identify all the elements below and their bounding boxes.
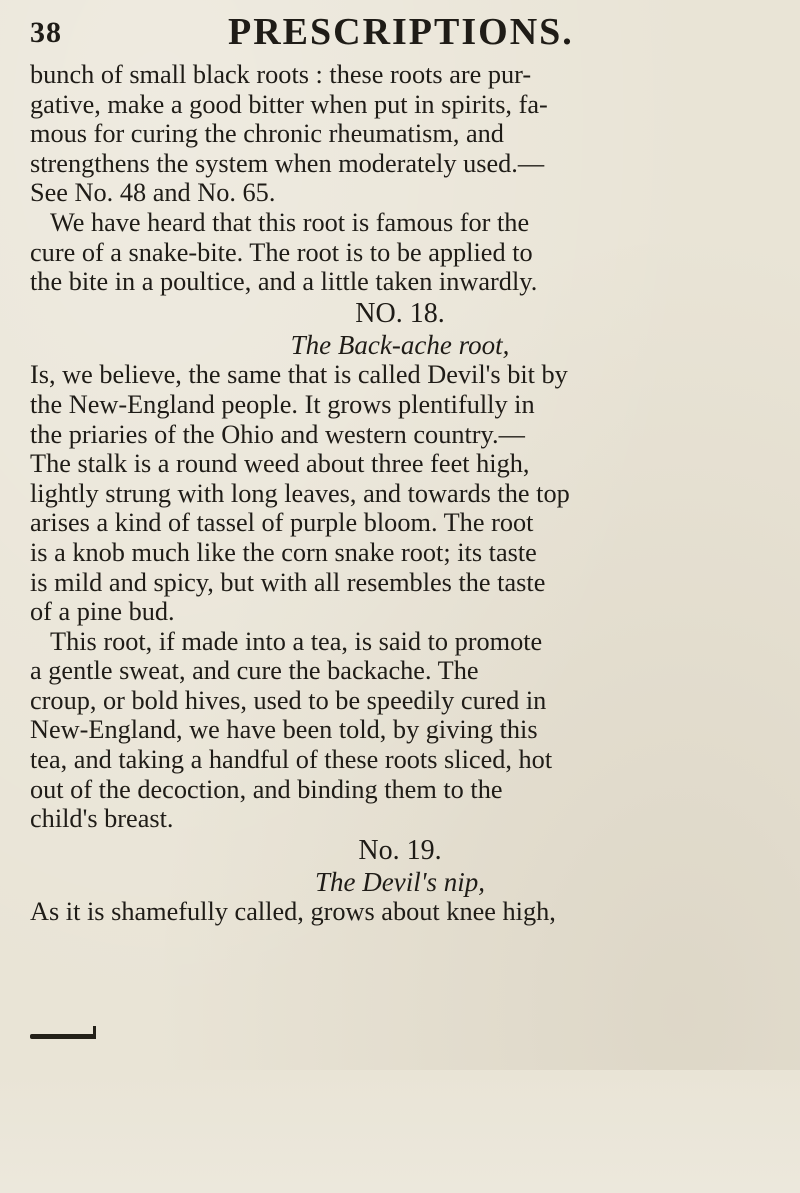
- text-line: of a pine bud.: [30, 597, 175, 627]
- page-header: [18, 8, 778, 53]
- text-line: See No. 48 and No. 65.: [30, 178, 276, 208]
- entry-18-name: The Back-ache root,: [290, 329, 510, 360]
- text-line: lightly strung with long leaves, and towards the top: [30, 478, 570, 508]
- text-line: out of the decoction, and binding them to the: [30, 774, 503, 804]
- text-line: arises a kind of tassel of purple bloom. The root: [30, 508, 534, 538]
- text-line: the bite in a poultice, and a little taken inwardly.: [30, 267, 538, 297]
- text-line: strengthens the system when moderately used.—: [30, 148, 545, 178]
- running-head: PRESCRIPTIONS.: [228, 11, 574, 53]
- text-line: gative, make a good bitter when put in spirits, fa-: [30, 89, 548, 119]
- body-text: [30, 60, 770, 927]
- page-bottom-margin: [0, 1070, 800, 1193]
- page-number: 38: [30, 16, 62, 49]
- text-line: a gentle sweat, and cure the backache. The: [30, 656, 479, 686]
- text-line: child's breast.: [30, 804, 174, 834]
- text-line: The stalk is a round weed about three feet high,: [30, 449, 530, 479]
- text-line: tea, and taking a handful of these roots sliced, hot: [30, 745, 553, 775]
- text-line: This root, if made into a tea, is said to promote: [50, 626, 543, 656]
- text-line: is a knob much like the corn snake root; its taste: [30, 537, 537, 567]
- catchword-rule: [30, 1034, 96, 1039]
- text-line: cure of a snake-bite. The root is to be applied to: [30, 237, 533, 267]
- text-line: We have heard that this root is famous for the: [50, 207, 530, 237]
- entry-18-number: NO. 18.: [355, 297, 445, 329]
- text-line: mous for curing the chronic rheumatism, and: [30, 119, 504, 149]
- text-line: bunch of small black roots : these roots are pur-: [30, 60, 532, 89]
- text-line: Is, we believe, the same that is called Devil's bit by: [30, 360, 568, 390]
- text-line: As it is shamefully called, grows about knee high,: [30, 897, 556, 927]
- text-line: is mild and spicy, but with all resembles the taste: [30, 567, 546, 597]
- text-line: New-England, we have been told, by giving this: [30, 715, 538, 745]
- entry-19-name: The Devil's nip,: [314, 866, 485, 897]
- text-line: the New-England people. It grows plentifully in: [30, 389, 535, 419]
- text-line: the priaries of the Ohio and western country.—: [30, 419, 525, 449]
- entry-19-number: No. 19.: [358, 834, 442, 866]
- text-line: croup, or bold hives, used to be speedily cured in: [30, 685, 547, 715]
